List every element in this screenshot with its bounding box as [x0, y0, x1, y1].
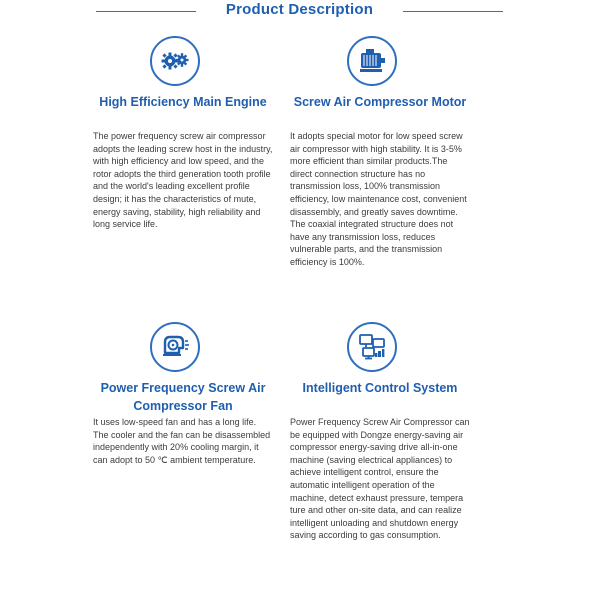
- feature-title: Screw Air Compressor Motor: [293, 95, 467, 109]
- feature-title: Power Frequency Screw Air Compressor Fan: [100, 381, 266, 413]
- header-divider-right: [403, 11, 503, 12]
- feature-title: Intelligent Control System: [302, 381, 458, 395]
- feature-description: It uses low-speed fan and has a long life. The cooler and the fan can be disassembled independently with 20% cooling margin, it can adopt to 50 ℃ ambient temperature.: [93, 417, 271, 465]
- motor-icon: [347, 36, 397, 86]
- header-divider-left: [96, 11, 196, 12]
- network-control-icon: [347, 322, 397, 372]
- fan-icon: [150, 322, 200, 372]
- section-title: Product Description: [225, 1, 374, 18]
- feature-description: Power Frequency Screw Air Compressor can be equipped with Dongze energy-saving air compressor energy-saving drive all-in-one machine (saving electrical appliances) to achieve intelligent control, ensure the automatic intelligent operation of the machine, detect exhaust pressure, tempera ture and other on-site data, and can realize intelligent unloading and shutdown energy saving according to gas consumption.: [290, 417, 470, 541]
- feature-description: It adopts special motor for low speed screw air compressor with high stability. It is 3-5% more efficient than similar products.The direct connection structure has no transmission loss, 100% transmission efficiency, low maintenance cost, convenient disassembly, and greatly saves downtime. The coaxial integrated structure does not have any transmission loss, reduces vulnerable parts, and the transmission efficiency is 100%.: [290, 131, 467, 267]
- feature-title: High Efficiency Main Engine: [99, 95, 267, 109]
- gears-icon: [150, 36, 200, 86]
- section-header: [0, 0, 600, 26]
- feature-description: The power frequency screw air compressor adopts the leading screw host in the industry, with high efficiency and low speed, and the rotor adopts the third generation tooth profile and the world's leading excellent profile design; it has the characteristics of mute, energy saving, stability, high reliability and long service life.: [93, 131, 273, 230]
